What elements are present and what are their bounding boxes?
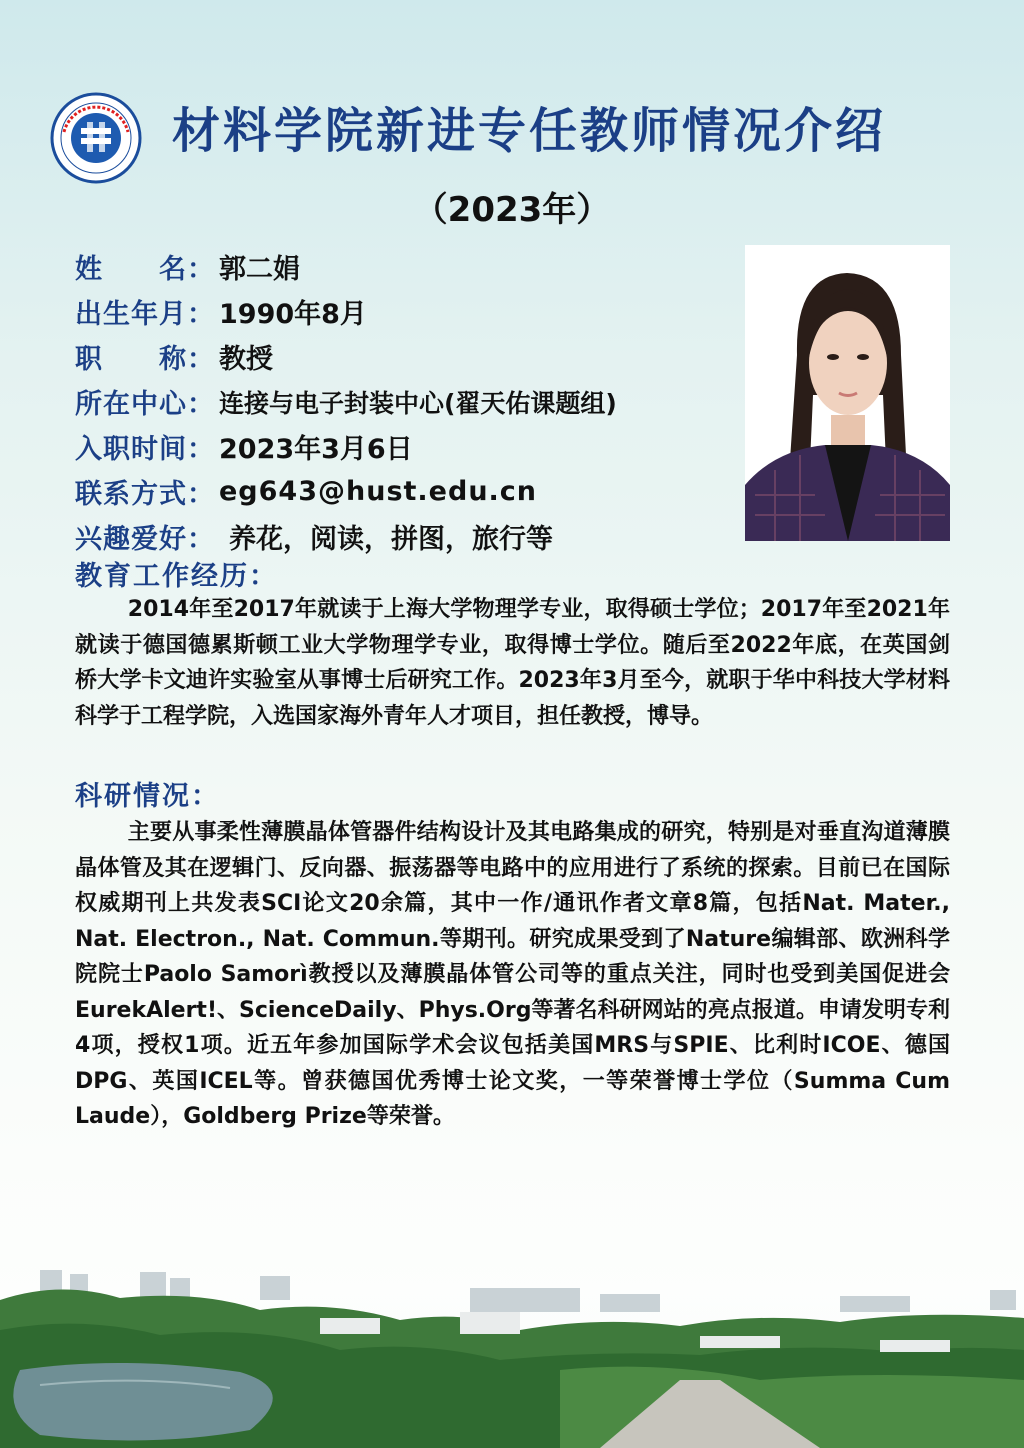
center-value: 连接与电子封装中心(翟天佑课题组): [219, 388, 617, 418]
campus-scenery-image: [0, 1260, 1024, 1448]
birth-row: [75, 289, 617, 334]
center-row: [75, 379, 617, 424]
join-label: 入职时间：: [75, 434, 215, 465]
page-title: 材料学院新进专任教师情况介绍: [172, 103, 887, 159]
title-label: 职 称：: [75, 344, 215, 375]
hobby-row: [75, 514, 617, 559]
school-logo: [50, 92, 142, 184]
name-value: 郭二娟: [219, 254, 300, 285]
research-text: 主要从事柔性薄膜晶体管器件结构设计及其电路集成的研究，特别是对垂直沟道薄膜晶体管及其在逻辑门、反向器、振荡器等电路中的应用进行了系统的探索。目前已在国际权威期刊上共发表SCI论文20余篇，其中一作/通讯作者文章8篇，包括Nat. Mater., Nat. Electron., Nat. Commun.等期刊。研究成果受到了Nature编辑部、欧洲科学院院士Paolo Samorì教授以及薄膜晶体管公司等的重点关注，同时也受到美国促进会EurekAlert!、ScienceDaily、Phys.Org等著名科研网站的亮点报道。申请发明专利4项，授权1项。近五年参加国际学术会议包括美国MRS与SPIE、比利时ICOE、德国DPG、英国ICEL等。曾获德国优秀博士论文奖，一等荣誉博士学位（Summa Cum Laude），Goldberg Prize等荣誉。: [75, 820, 950, 1129]
research-heading: 科研情况：: [75, 781, 220, 812]
name-row: [75, 244, 617, 289]
birth-label: 出生年月：: [75, 299, 215, 330]
join-row: [75, 424, 617, 469]
title-row: [75, 334, 617, 379]
title-value: 教授: [219, 344, 273, 375]
birth-value: 1990年8月: [219, 299, 367, 330]
education-heading: 教育工作经历：: [75, 561, 278, 592]
contact-row: [75, 469, 617, 514]
portrait-photo: [745, 245, 950, 541]
profile-info: [75, 244, 617, 559]
hobby-value: 养花，阅读，拼图，旅行等: [229, 524, 553, 555]
join-value: 2023年3月6日: [219, 434, 413, 465]
year-subtitle: （2023年）: [413, 190, 611, 230]
center-label: 所在中心：: [75, 389, 215, 420]
education-text: 2014年至2017年就读于上海大学物理学专业，取得硕士学位；2017年至2021年就读于德国德累斯顿工业大学物理学专业，取得博士学位。随后至2022年底，在英国剑桥大学卡文迪许实验室从事博士后研究工作。2023年3月至今，就职于华中科技大学材料科学于工程学院，入选国家海外青年人才项目，担任教授，博导。: [75, 597, 950, 729]
contact-value: eg643@hust.edu.cn: [219, 476, 538, 507]
contact-label: 联系方式：: [75, 479, 215, 510]
name-label: 姓 名：: [75, 254, 215, 285]
hobby-label: 兴趣爱好：: [75, 524, 215, 555]
